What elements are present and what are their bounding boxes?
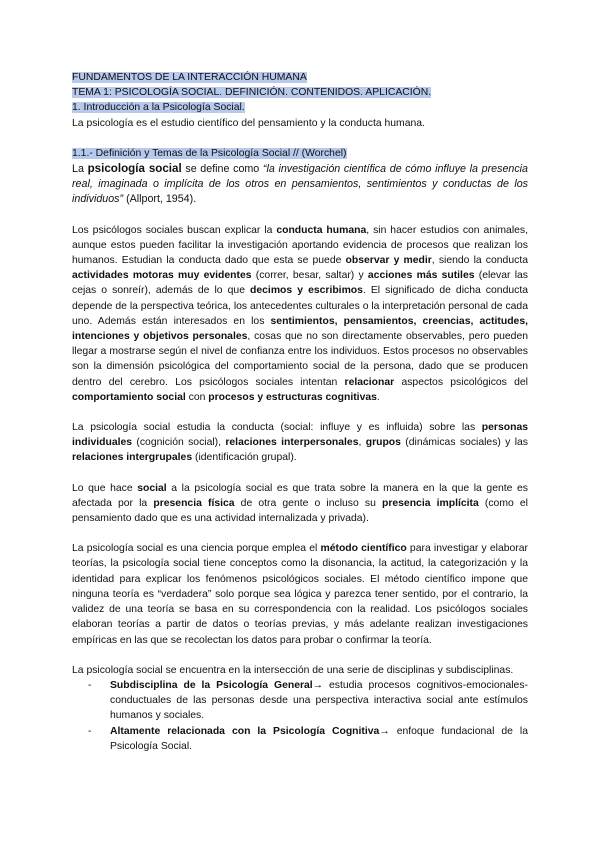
interseccion-paragraph: La psicología social se encuentra en la intersección de una serie de disciplinas y subdisciplinas.: [72, 664, 514, 676]
social-paragraph: Lo que hace social a la psicología social es que trata sobre la manera en la que la gente es afectada por la presencia física de otra gente o incluso su presencia implícita (como el pensamiento dado que es una actividad internalizada y privada).: [72, 482, 528, 525]
intro-paragraph: La psicología es el estudio científico del pensamiento y la conducta humana.: [72, 117, 425, 129]
list-item: - Subdisciplina de la Psicología General→ estudia procesos cognitivos-emocionales-conductuales de las personas desde una perspectiva interactiva social ante estímulos humanos y sociales.: [88, 679, 528, 722]
section-heading: 1. Introducción a la Psicología Social.: [72, 102, 245, 114]
list-item: - Altamente relacionada con la Psicología Cognitiva→ enfoque fundacional de la Psicología Social.: [88, 725, 528, 752]
definition-paragraph: La psicología social se define como “la investigación científica de cómo influye la presencia real, imaginada o implícita de los otros en pensamientos, sentimientos y conductas de los individuos” (Allport, 1954).: [72, 162, 528, 206]
document-body: [72, 70, 528, 754]
ciencia-paragraph: La psicología social es una ciencia porque emplea el método científico para investigar y elaborar teorías, la psicología social tiene conceptos como la disonancia, la actitud, la categorización y la identidad para explicar los fenómenos psicológicos sociales. El método científico impone que ninguna teoría es “verdadera” solo porque sea lógica y parezca tener sentido, por el contrario, la validez de una teoría se basa en su correspondencia con la realidad. Los psicólogos sociales elaboran teorías a partir de datos o teorías previas, y más adelante realizan investigaciones empíricas en las que se recolectan los datos para probar o confirmar la teoría.: [72, 543, 528, 646]
topic-title: TEMA 1: PSICOLOGÍA SOCIAL. DEFINICIÓN. CONTENIDOS. APLICACIÓN.: [72, 87, 432, 99]
estudia-paragraph: La psicología social estudia la conducta (social: influye y es influida) sobre las personas individuales (cognición social), relaciones interpersonales, grupos (dinámicas sociales) y las relaciones intergrupales (identificación grupal).: [72, 422, 528, 464]
subsection-heading: 1.1.- Definición y Temas de la Psicología Social // (Worchel): [72, 147, 347, 159]
course-title: FUNDAMENTOS DE LA INTERACCIÓN HUMANA: [72, 72, 307, 83]
conducta-paragraph: Los psicólogos sociales buscan explicar la conducta humana, sin hacer estudios con animales, aunque estos pueden facilitar la investigación aportando evidencia de procesos que realizan los humanos. Estudian la conducta dado que esta se puede observar y medir, siendo la conducta actividades motoras muy evidentes (correr, besar, saltar) y acciones más sutiles (elevar las cejas o sonreír), además de lo que decimos y escribimos. El significado de dicha conducta depende de la perspectiva teórica, los antecedentes culturales o la interpretación personal de cada uno. Además están interesados en los sentimientos, pensamientos, creencias, actitudes, intenciones y objetivos personales, cosas que no son directamente observables, pero pueden llegar a mostrarse según el nivel de confianza entre los individuos. Estos procesos no observables son la dimensión psicológica del comportamiento social de la persona, dado que se producen dentro del cerebro. Los psicólogos sociales intentan relacionar aspectos psicológicos del comportamiento social con procesos y estructuras cognitivas.: [72, 224, 528, 403]
disciplines-list: [72, 678, 528, 754]
